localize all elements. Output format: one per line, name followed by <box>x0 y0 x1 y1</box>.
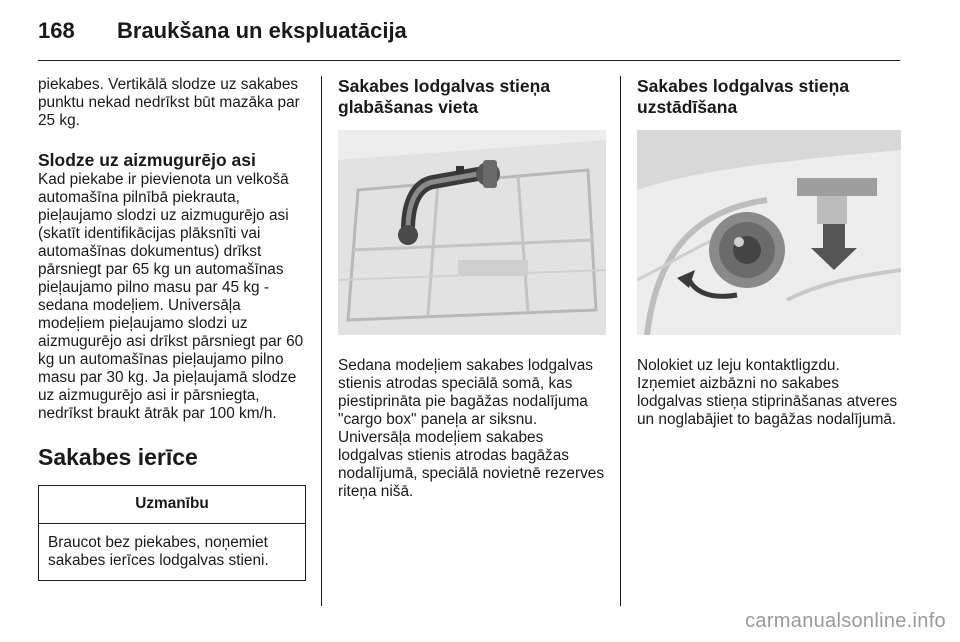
column-divider-1 <box>321 76 322 606</box>
page-number: 168 <box>38 18 75 43</box>
towing-device-heading: Sakabes ierīce <box>38 444 198 470</box>
installation-text: Nolokiet uz leju kontaktligzdu. Izņemiet aizbāzni no sakabes lodgalvas stieņa stiprināšanas atveres un noglabājiet to bagāžas nodalījumā. <box>637 357 898 428</box>
storage-heading: Sakabes lodgalvas stieņa glabāšanas vieta <box>338 76 551 117</box>
header-rule <box>38 60 900 61</box>
warning-box <box>38 485 306 581</box>
column-divider-2 <box>620 76 621 606</box>
column-3 <box>637 76 901 429</box>
warning-title: Uzmanību <box>39 486 305 524</box>
page-header <box>0 0 960 62</box>
intro-paragraph: piekabes. Vertikālā slodze uz sakabes punktu nekad nedrīkst būt mazāka par 25 kg. <box>38 76 300 129</box>
rear-axle-load-text: Kad piekabe ir pievienota un velkošā automašīna pilnībā piekrauta, pieļaujamo slodzi uz aizmugurējo asi (skatīt identifikācijas plāksnīti vai automašīnas dokumentus) drīkst pārsniegt par 65 kg un automašīnas pieļaujamo pilno masu par 45 kg - sedana modeļiem. Universāļa modeļiem pieļaujamo slodzi uz aizmugurējo asi drīkst pārsniegt par 60 kg un automašīnas pieļaujamo pilno masu par 30 kg. Ja pieļaujamā slodze uz aizmugurējo asi ir pārsniegta, nedrīkst braukt ātrāk par 100 km/h. <box>38 171 304 422</box>
installation-illustration <box>637 130 901 335</box>
column-1 <box>38 76 306 581</box>
warning-text: Braucot bez piekabes, noņemiet sakabes ierīces lodgalvas stieni. <box>48 534 269 569</box>
watermark: carmanualsonline.info <box>745 610 946 632</box>
installation-heading: Sakabes lodgalvas stieņa uzstādīšana <box>637 76 850 117</box>
chapter-title: Braukšana un ekspluatācija <box>117 18 407 43</box>
rear-axle-load-heading: Slodze uz aizmugurējo asi <box>38 150 256 170</box>
storage-illustration <box>338 130 606 335</box>
column-2 <box>338 76 606 501</box>
storage-text: Sedana modeļiem sakabes lodgalvas stienis atrodas speciālā somā, kas piestiprināta pie bagāžas nodalījuma "cargo box" paneļa ar siksnu. Universāļa modeļiem sakabes lodgalvas stienis atrodas bagāžas nodalījumā, speciālā novietnē rezerves riteņa nišā. <box>338 357 605 500</box>
